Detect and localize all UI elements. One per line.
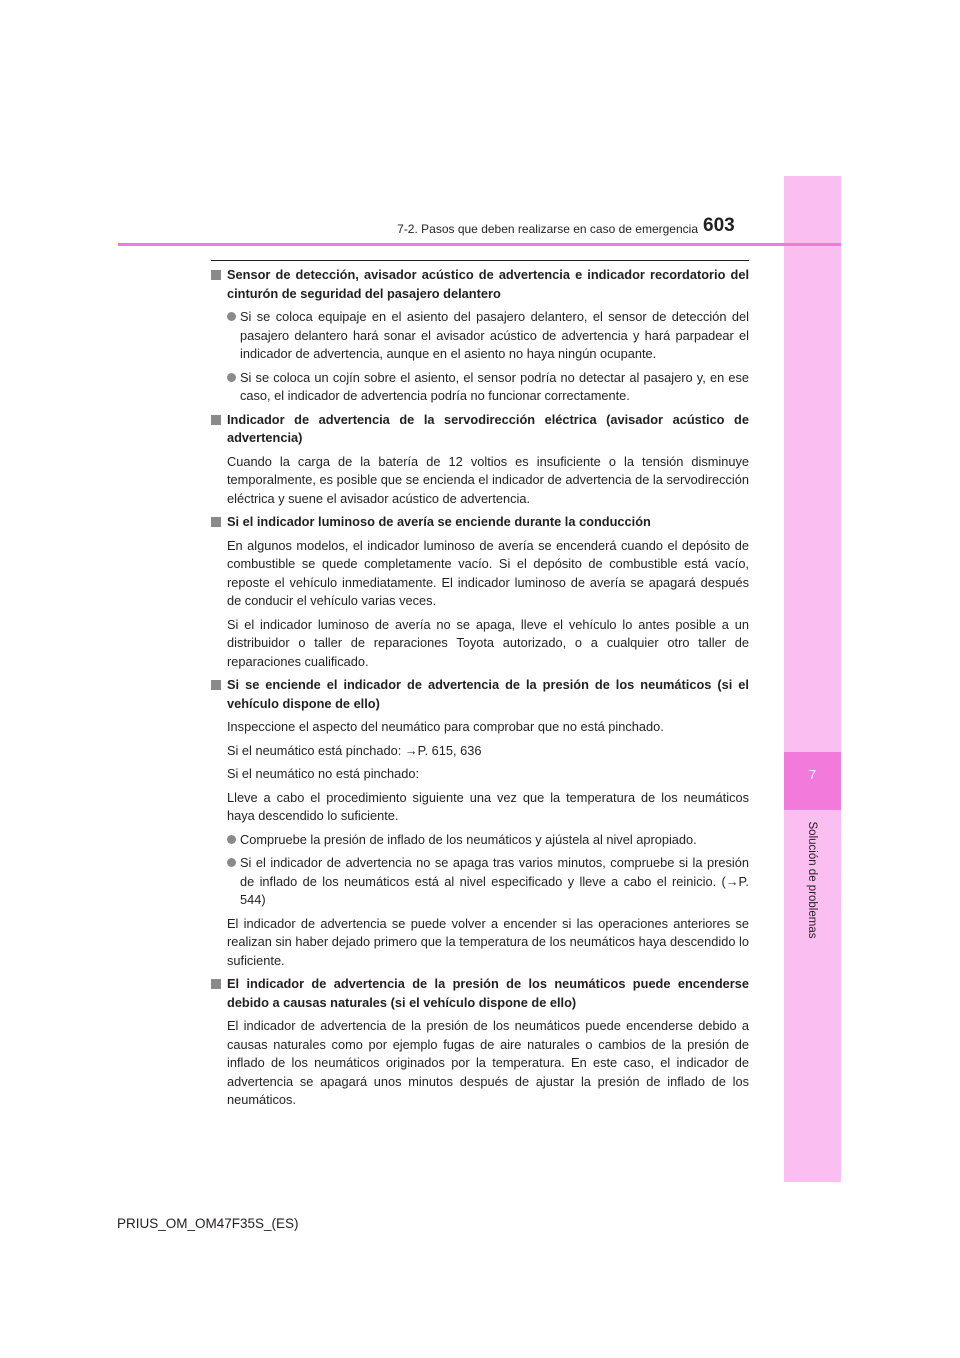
square-bullet-icon (211, 270, 221, 280)
page-content (211, 266, 749, 1115)
square-bullet-icon (211, 415, 221, 425)
header-section-title: 7-2. Pasos que deben realizarse en caso de emergencia (397, 222, 698, 236)
square-bullet-icon (211, 680, 221, 690)
bullet-item: Compruebe la presión de inflado de los neumáticos y ajústela al nivel apropiado. (227, 831, 749, 850)
paragraph: Si el neumático está pinchado: →P. 615, 636 (227, 742, 482, 758)
bullet-item: Si se coloca un cojín sobre el asiento, el sensor podría no detectar al pasajero y, en ese caso, el indicador de advertencia podría no funcionar correctamente. (227, 369, 749, 406)
paragraph: En algunos modelos, el indicador luminoso de avería se encenderá cuando el depósito de combustible se quede completamente vacío. Si el depósito de combustible está vacío, reposte el vehículo inmediatamente. El indicador luminoso de avería se apagará después de conducir el vehículo varias veces. (227, 537, 749, 608)
paragraph: Lleve a cabo el procedimiento siguiente una vez que la temperatura de los neumáticos haya descendido lo suficiente. (227, 789, 749, 823)
square-bullet-icon (211, 517, 221, 527)
section-heading: El indicador de advertencia de la presión de los neumáticos puede encenderse debido a causas naturales (si el vehículo dispone de ello) (211, 975, 749, 1012)
section-heading: Indicador de advertencia de la servodirección eléctrica (avisador acústico de advertencia) (211, 411, 749, 448)
chapter-number: 7 (808, 767, 817, 782)
bullet-item: Si el indicador de advertencia no se apaga tras varios minutos, compruebe si la presión de inflado de los neumáticos está al nivel especificado y lleve a cabo el reinicio. (→P. 544) (227, 854, 749, 910)
square-bullet-icon (211, 979, 221, 989)
circle-bullet-icon (227, 373, 236, 382)
paragraph: Si el neumático no está pinchado: (227, 766, 420, 781)
circle-bullet-icon (227, 835, 236, 844)
section-heading: Sensor de detección, avisador acústico de advertencia e indicador recordatorio del cinturón de seguridad del pasajero delantero (211, 266, 749, 303)
footer-doc-code: PRIUS_OM_OM47F35S_(ES) (117, 1216, 299, 1231)
paragraph: Cuando la carga de la batería de 12 voltios es insuficiente o la tensión disminuye temporalmente, es posible que se encienda el indicador de advertencia de la servodirección eléctrica y suene el avisador acústico de advertencia. (227, 453, 749, 506)
paragraph: Inspeccione el aspecto del neumático para comprobar que no está pinchado. (227, 719, 664, 734)
chapter-side-band (784, 176, 841, 1182)
header-rule (118, 243, 841, 246)
chapter-title: Solución de problemas (806, 821, 818, 939)
section-heading: Si el indicador luminoso de avería se enciende durante la conducción (211, 513, 749, 532)
circle-bullet-icon (227, 312, 236, 321)
circle-bullet-icon (227, 858, 236, 867)
paragraph: Si el indicador luminoso de avería no se apaga, lleve el vehículo lo antes posible a un distribuidor o taller de reparaciones Toyota autorizado, o a cualquier otro taller de reparaciones cualificado. (227, 616, 749, 669)
paragraph: El indicador de advertencia de la presión de los neumáticos puede encenderse debido a causas naturales como por ejemplo fugas de aire naturales o cambios de la presión de inflado de los neumáticos originados por la temperatura. En este caso, el indicador de advertencia se apagará unos minutos después de ajustar la presión de inflado de los neumáticos. (227, 1018, 749, 1107)
page-number: 603 (703, 215, 735, 236)
paragraph: El indicador de advertencia se puede volver a encender si las operaciones anteriores se realizan sin haber dejado primero que la temperatura de los neumáticos haya descendido lo suficiente. (227, 915, 749, 968)
bullet-item: Si se coloca equipaje en el asiento del pasajero delantero, el sensor de detección del pasajero delantero hará sonar el avisador acústico de advertencia y hará parpadear el indicador de advertencia, aunque en el asiento no haya ningún ocupante. (227, 308, 749, 364)
content-top-rule (211, 260, 749, 261)
section-heading: Si se enciende el indicador de advertencia de la presión de los neumáticos (si el vehículo dispone de ello) (211, 676, 749, 713)
